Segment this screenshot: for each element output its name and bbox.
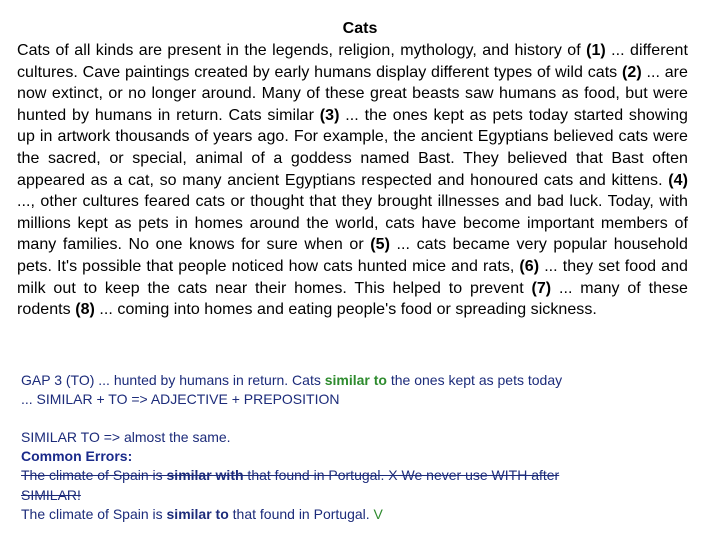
gap-explanation-line: GAP 3 (TO) ... hunted by humans in return. Cats similar to the ones kept as pets today bbox=[21, 372, 563, 388]
wrong-example-line: The climate of Spain is similar with that found in Portugal. X We never use WITH after bbox=[21, 467, 560, 483]
gap-marker-4: (4) bbox=[668, 171, 688, 189]
check-mark: V bbox=[373, 506, 383, 522]
highlighted-phrase: similar to bbox=[324, 372, 387, 388]
passage-text: Cats of all kinds are present in the legends, religion, mythology, and history of (1) ... different cultures. Cave paintings created by early humans display different types of wild cats (2) ... are now extinct, or no longer around. Many of these great beasts saw humans as food, but were hunted by humans in return. Cats similar (3) ... the ones kept as pets today started showing up in artwork thousands of years ago. For example, the ancient Egyptians believed cats were the sacred, or special, animal of a goddess named Bast. They believed that Bast often appeared as a cat, so many ancient Egyptians respected and honoured cats and kittens. (4) ..., other cultures feared cats or thought that they brought illnesses and bad luck. Today, with millions kept as pets in homes around the world, cats have become important members of many families. No one knows for sure when or (5) ... cats became very popular household pets. It's possible that people noticed how cats hunted mice and rats, (6) ... they set food and milk out to keep the cats near their homes. This helped to prevent (7) ... many of these rodents (8) ... coming into homes and eating people's food or spreading sickness. bbox=[17, 42, 688, 319]
correct-example-line: The climate of Spain is similar to that found in Portugal. V bbox=[21, 506, 383, 522]
definition-line: SIMILAR TO => almost the same. bbox=[21, 429, 231, 445]
wrong-phrase: similar with bbox=[166, 467, 244, 483]
gap-marker-2: (2) bbox=[622, 63, 642, 81]
gap-marker-5: (5) bbox=[370, 236, 391, 254]
gap-marker-1: (1) bbox=[586, 42, 606, 59]
gap-marker-8: (8) bbox=[75, 301, 95, 319]
gap-marker-7: (7) bbox=[531, 279, 552, 297]
passage-title: Cats bbox=[342, 20, 378, 37]
common-errors-heading: Common Errors: bbox=[21, 448, 133, 464]
gap-marker-3: (3) bbox=[319, 106, 340, 124]
grammar-rule-line: ... SIMILAR + TO => ADJECTIVE + PREPOSITION bbox=[21, 391, 340, 407]
gap-marker-6: (6) bbox=[519, 257, 540, 275]
wrong-example-continuation: SIMILAR! bbox=[21, 487, 81, 503]
correct-phrase: similar to bbox=[166, 506, 229, 522]
definition-term: SIMILAR TO bbox=[21, 429, 100, 445]
